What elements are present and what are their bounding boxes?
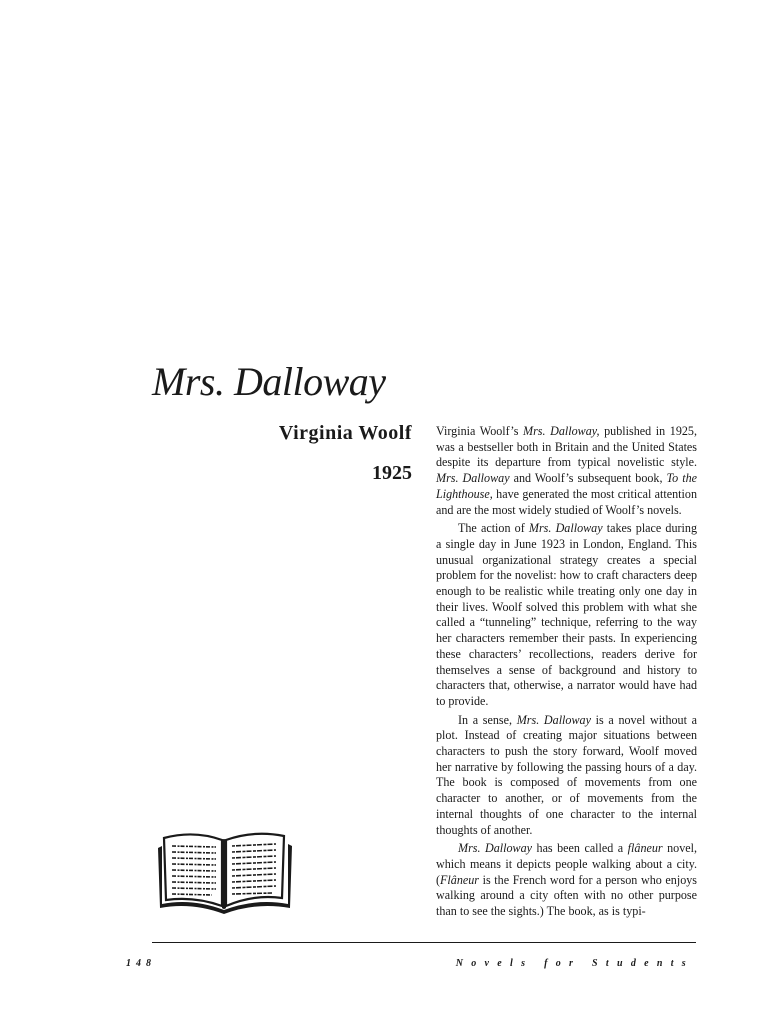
book-title: Mrs. Dalloway xyxy=(152,359,386,404)
page-number: 148 xyxy=(126,958,156,969)
open-book-icon xyxy=(152,828,296,918)
intro-text-column xyxy=(436,424,697,923)
paragraph-4: Mrs. Dalloway has been called a flâneur novel, which means it depicts people walking about a city. (Flâneur is the French word for a person who enjoys walking around a city often with no other purpose than to see the sights.) The book, as is typi- xyxy=(436,841,697,919)
paragraph-2: The action of Mrs. Dalloway takes place during a single day in June 1923 in London, England. This unusual organizational strategy creates a special problem for the novelist: how to craft characters deep enough to be realistic while treating only one day in their lives. Woolf solved this problem with what she called a “tunneling” technique, referring to the way her characters remember their pasts. In experiencing these characters’ recollections, readers derive for themselves a sense of background and history to characters that, otherwise, a narrator would have had to provide. xyxy=(436,521,698,708)
footer-divider xyxy=(152,942,696,943)
author-name: Virginia Woolf xyxy=(278,422,412,444)
publication-year: 1925 xyxy=(372,462,412,484)
running-head: Novels for Students xyxy=(455,958,694,969)
paragraph-3: In a sense, Mrs. Dalloway is a novel without a plot. Instead of creating major situations between characters to push the story forward, Woolf moved her narrative by following the passing hours of a day. The book is composed of movements from one character to another, or of movements from the internal thoughts of one character to the internal thoughts of another. xyxy=(436,712,698,837)
paragraph-1: Virginia Woolf’s Mrs. Dalloway, published in 1925, was a bestseller both in Britain and the United States despite its departure from typical novelistic style. Mrs. Dalloway and Woolf’s subsequent book, To the Lighthouse, have generated the most critical attention and are the most widely studied of Woolf’s novels. xyxy=(436,424,697,517)
